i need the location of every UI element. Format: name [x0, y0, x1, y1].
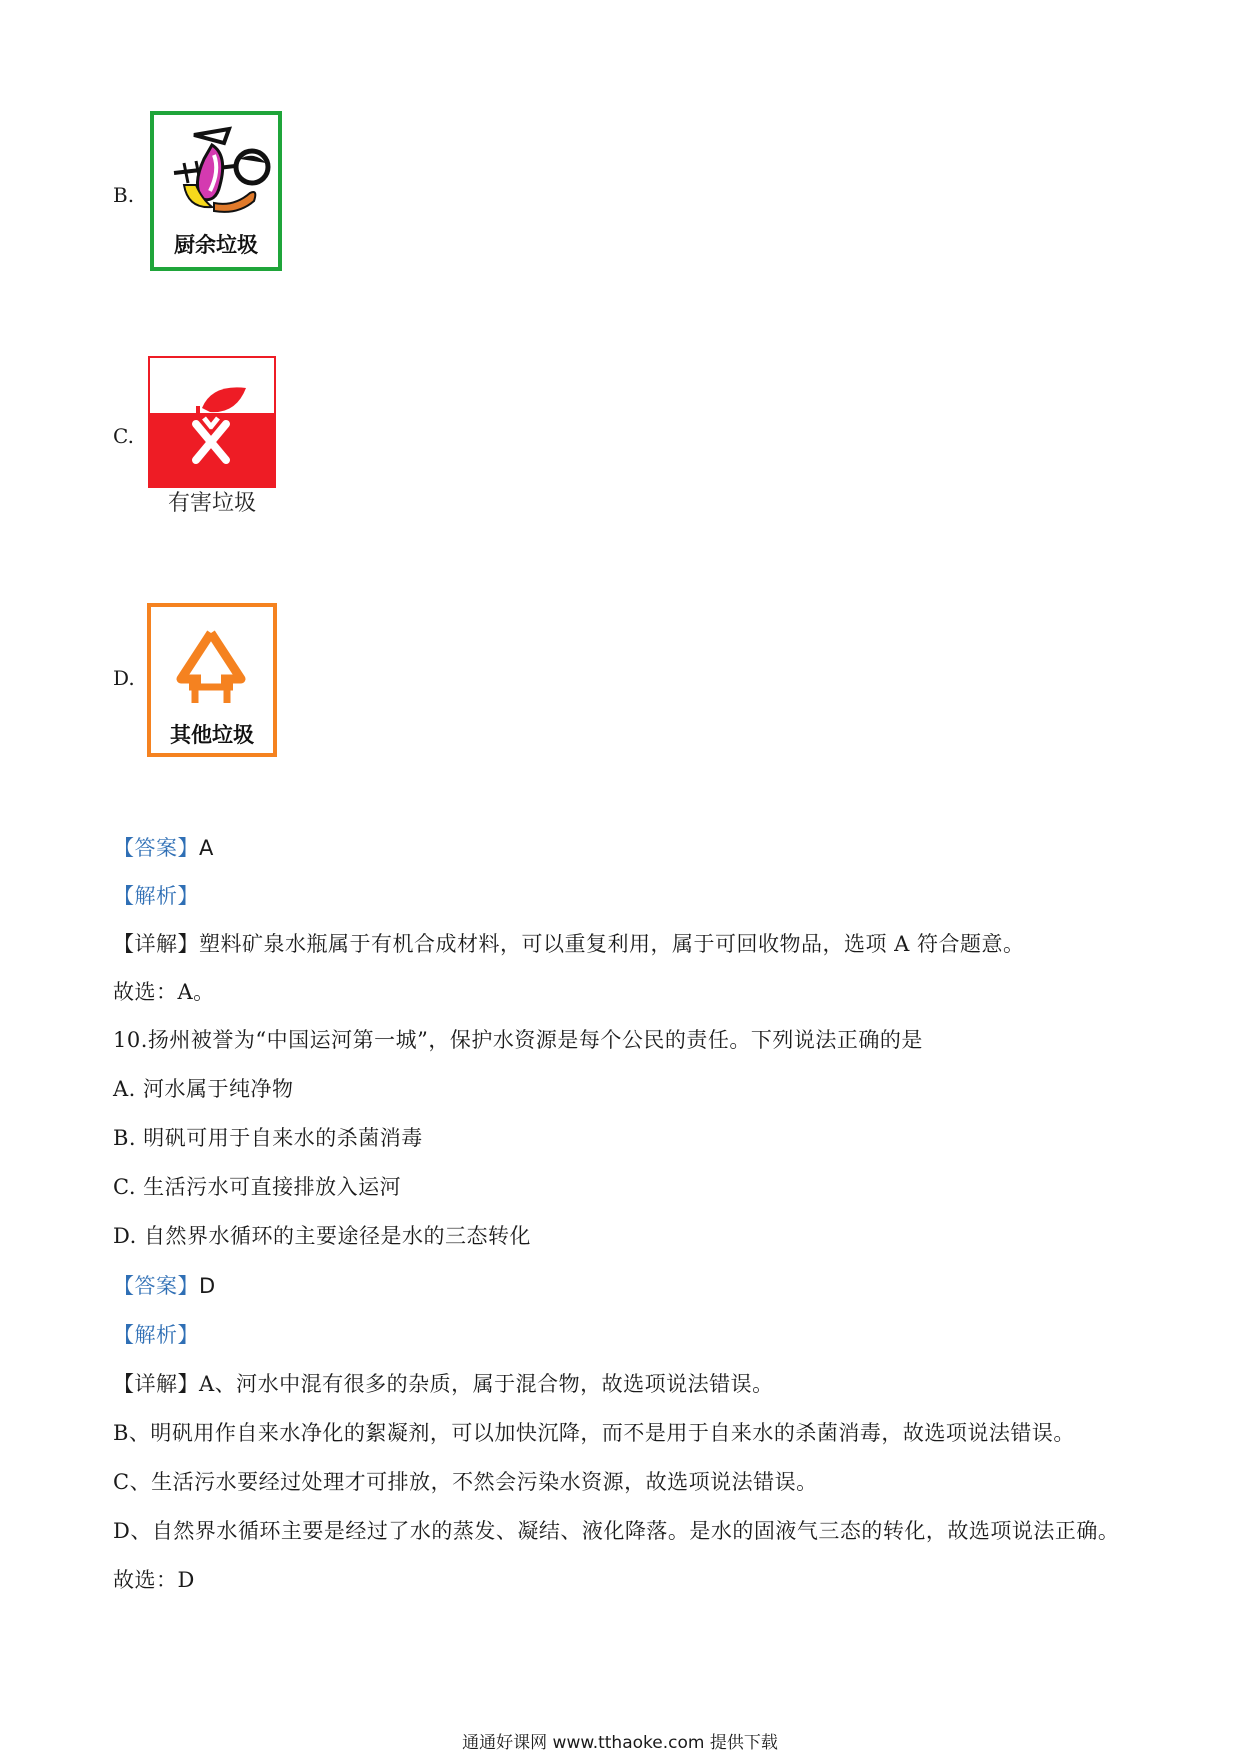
q9-answer-tag: 【答案】 [113, 836, 199, 860]
q10-conclusion: 故选：D [113, 1568, 195, 1592]
other-waste-icon [151, 607, 273, 715]
q10-detail-a-text: A、河水中混有很多的杂质，属于混合物，故选项说法错误。 [199, 1372, 774, 1396]
q9-conclusion: 故选：A。 [113, 980, 215, 1004]
q10-option-a: A. 河水属于纯净物 [113, 1077, 294, 1101]
option-d-letter: D. [113, 666, 135, 690]
q9-answer [113, 832, 214, 862]
food-waste-sign [150, 111, 282, 271]
hazardous-waste-sign [148, 356, 276, 488]
q9-answer-value: A [199, 836, 214, 860]
food-waste-icon [154, 115, 278, 225]
q10-option-b: B. 明矾可用于自来水的杀菌消毒 [113, 1126, 423, 1150]
page-footer: 通通好课网 www.tthaoke.com 提供下载 [462, 1733, 778, 1753]
q10-detail-a [113, 1368, 774, 1398]
hazardous-waste-label: 有害垃圾 [167, 491, 256, 516]
other-waste-label: 其他垃圾 [170, 723, 254, 747]
food-waste-label: 厨余垃圾 [174, 233, 258, 257]
option-b-letter: B. [113, 183, 135, 207]
hazardous-waste-icon [150, 358, 274, 486]
q10-question: 10.扬州被誉为“中国运河第一城”，保护水资源是每个公民的责任。下列说法正确的是 [113, 1028, 923, 1052]
option-c-letter: C. [113, 424, 134, 448]
q10-option-c: C. 生活污水可直接排放入运河 [113, 1175, 402, 1199]
q10-answer-tag: 【答案】 [113, 1274, 199, 1298]
q10-answer [113, 1270, 216, 1300]
q10-detail-tag: 【详解】 [113, 1372, 199, 1396]
q10-option-d: D. 自然界水循环的主要途径是水的三态转化 [113, 1224, 531, 1248]
q10-detail-b: B、明矾用作自来水净化的絮凝剂，可以加快沉降，而不是用于自来水的杀菌消毒，故选项说法错误。 [113, 1421, 1075, 1445]
q10-detail-d: D、自然界水循环主要是经过了水的蒸发、凝结、液化降落。是水的固液气三态的转化，故选项说法正确。 [113, 1519, 1120, 1543]
q9-analysis-tag: 【解析】 [113, 884, 199, 908]
q9-detail-tag: 【详解】 [113, 932, 199, 956]
q10-answer-value: D [199, 1274, 216, 1298]
q9-detail-text: 塑料矿泉水瓶属于有机合成材料，可以重复利用，属于可回收物品，选项 A 符合题意。 [199, 932, 1025, 956]
q9-detail [113, 928, 1025, 958]
q10-detail-c: C、生活污水要经过处理才可排放，不然会污染水资源，故选项说法错误。 [113, 1470, 818, 1494]
other-waste-sign [147, 603, 277, 757]
q10-analysis-tag: 【解析】 [113, 1323, 199, 1347]
